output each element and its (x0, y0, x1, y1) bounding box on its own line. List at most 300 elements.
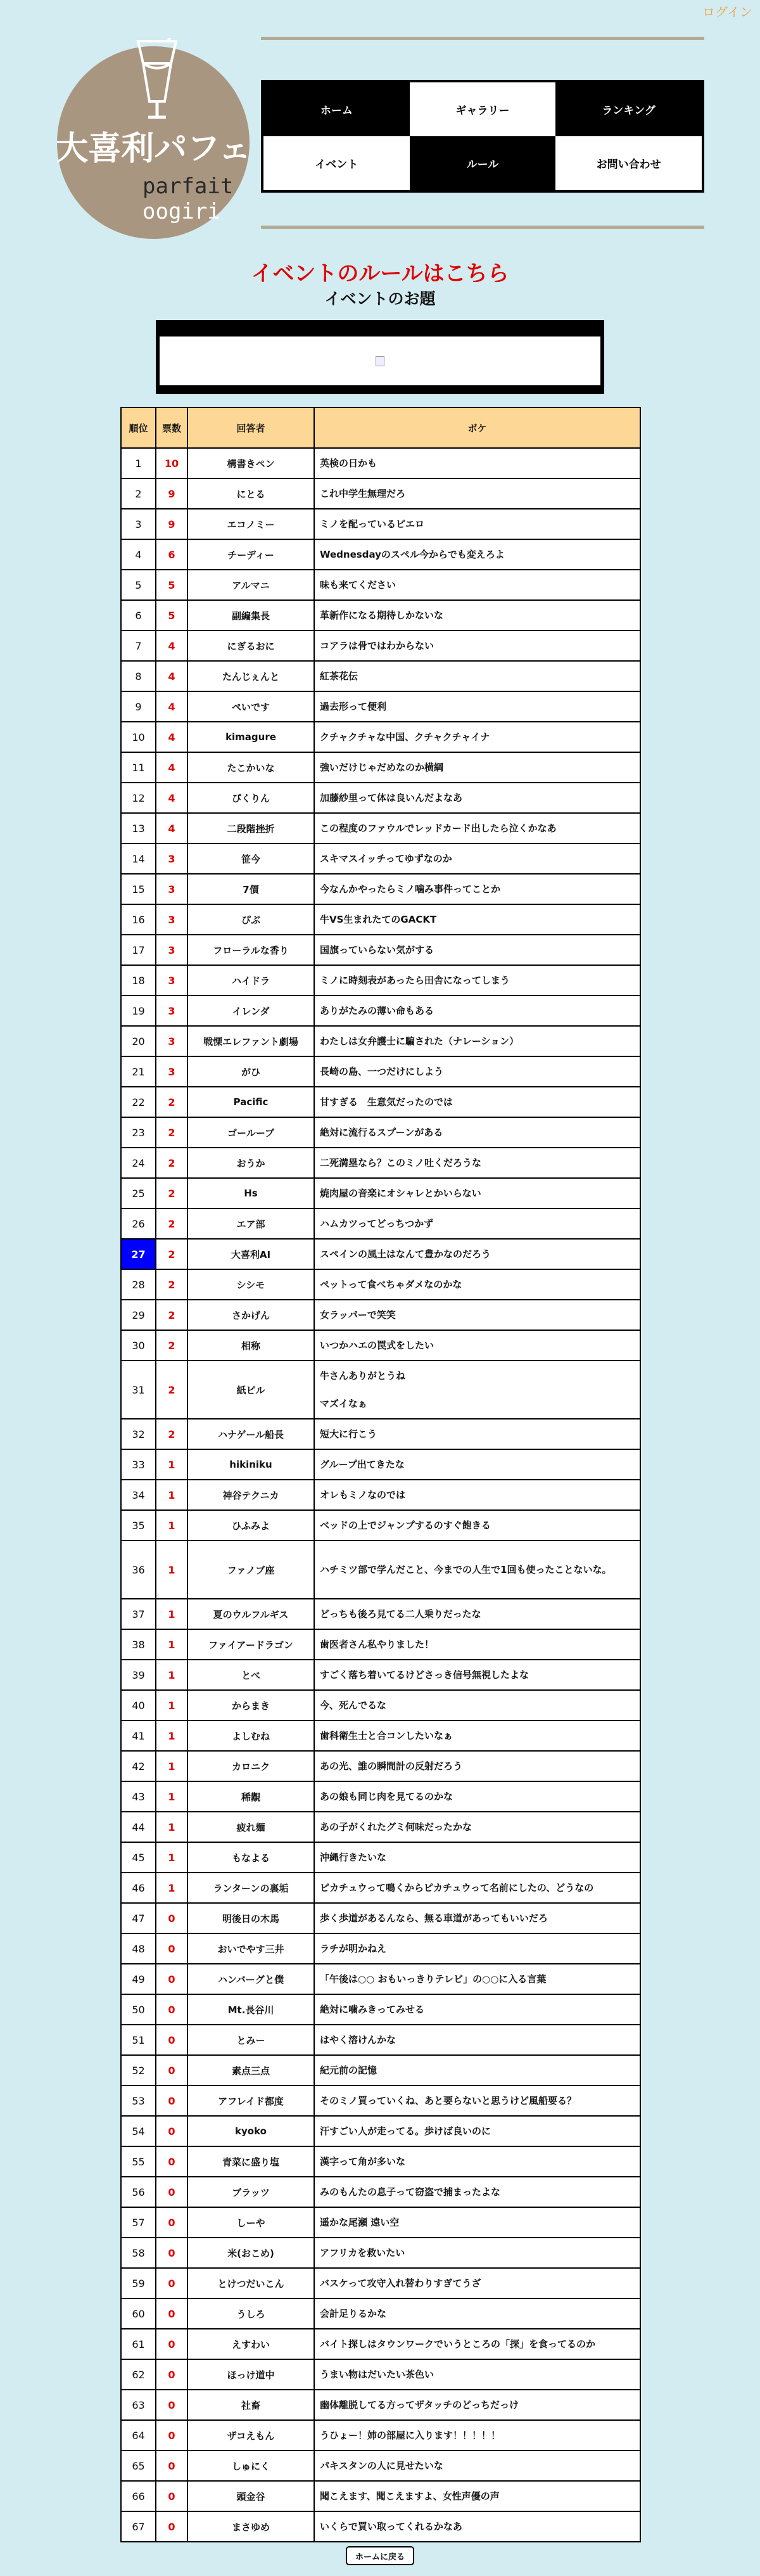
name-cell: 笹今 (187, 843, 314, 874)
boke-cell: 強いだけじゃだめなのか横綱 (314, 752, 640, 783)
table-row (121, 1690, 640, 1721)
rank-cell: 16 (121, 904, 156, 935)
rank-cell: 34 (121, 1480, 156, 1510)
rank-cell: 65 (121, 2451, 156, 2481)
name-cell: うしろ (187, 2298, 314, 2329)
rank-cell: 47 (121, 1903, 156, 1933)
table-row (121, 1781, 640, 1812)
rank-cell: 56 (121, 2177, 156, 2207)
boke-cell: ピカチュウって鳴くからピカチュウって名前にしたの、どうなの (314, 1873, 640, 1903)
table-row (121, 1629, 640, 1660)
table-row (121, 1239, 640, 1269)
votes-cell: 0 (156, 2207, 187, 2238)
table-row (121, 2086, 640, 2116)
boke-cell: ミノに時刻表があったら田舎になってしまう (314, 965, 640, 996)
boke-cell: 加藤紗里って体は良いんだよなあ (314, 783, 640, 813)
rank-cell: 17 (121, 935, 156, 965)
name-cell: 夏のウルフルギス (187, 1599, 314, 1629)
votes-cell: 0 (156, 2146, 187, 2177)
boke-cell: あの光、誰の瞬間計の反射だろう (314, 1751, 640, 1781)
votes-cell: 3 (156, 843, 187, 874)
table-row (121, 1026, 640, 1056)
boke-cell: ラチが明かねえ (314, 1933, 640, 1964)
boke-cell: 幽体離脱してる方ってザタッチのどっちだっけ (314, 2390, 640, 2420)
votes-cell: 2 (156, 1269, 187, 1300)
votes-cell: 1 (156, 1629, 187, 1660)
rank-cell: 40 (121, 1690, 156, 1721)
rank-cell: 41 (121, 1721, 156, 1751)
boke-cell: 紅茶花伝 (314, 661, 640, 691)
name-cell: ファノブ座 (187, 1541, 314, 1599)
table-row (121, 448, 640, 478)
boke-cell: 「午後は○○ おもいっきりテレビ」の○○に入る言葉 (314, 1964, 640, 1994)
table-row (121, 1300, 640, 1330)
table-row (121, 813, 640, 843)
votes-cell: 2 (156, 1117, 187, 1148)
rank-cell: 6 (121, 600, 156, 631)
boke-cell: 長崎の島、一つだけにしよう (314, 1056, 640, 1087)
name-cell: hikiniku (187, 1449, 314, 1480)
votes-cell: 1 (156, 1781, 187, 1812)
rank-cell: 55 (121, 2146, 156, 2177)
votes-cell: 1 (156, 1480, 187, 1510)
name-cell: ハイドラ (187, 965, 314, 996)
rank-cell: 37 (121, 1599, 156, 1629)
votes-cell: 0 (156, 1964, 187, 1994)
rank-cell: 48 (121, 1933, 156, 1964)
votes-cell: 3 (156, 1056, 187, 1087)
table-row (121, 2298, 640, 2329)
boke-cell: あの娘も同じ肉を見てるのかな (314, 1781, 640, 1812)
table-row (121, 1269, 640, 1300)
table-row (121, 2511, 640, 2542)
table-row (121, 2055, 640, 2086)
table-row (121, 1721, 640, 1751)
name-cell: しゅにく (187, 2451, 314, 2481)
table-row (121, 661, 640, 691)
table-row (121, 691, 640, 722)
table-row (121, 783, 640, 813)
table-row (121, 1148, 640, 1178)
name-cell: 7價 (187, 874, 314, 904)
table-row (121, 1541, 640, 1599)
boke-cell: Wednesdayのスペル今からでも変えろよ (314, 539, 640, 570)
rank-cell: 21 (121, 1056, 156, 1087)
header-boke: ボケ (314, 407, 640, 448)
boke-cell: 歯医者さん私やりました！ (314, 1629, 640, 1660)
table-row (121, 631, 640, 661)
rank-cell: 53 (121, 2086, 156, 2116)
name-cell: 米(おこめ) (187, 2238, 314, 2268)
table-row (121, 1178, 640, 1208)
votes-cell: 0 (156, 2238, 187, 2268)
votes-cell: 10 (156, 448, 187, 478)
table-row (121, 904, 640, 935)
name-cell: にぎるおに (187, 631, 314, 661)
rank-cell: 19 (121, 996, 156, 1026)
table-row (121, 1751, 640, 1781)
table-row (121, 478, 640, 509)
table-row (121, 1056, 640, 1087)
name-cell: アルマニ (187, 570, 314, 600)
boke-cell (314, 1361, 640, 1419)
logo-sub-text-1: parfait (142, 174, 234, 199)
nav-rules[interactable]: ルール (410, 136, 556, 190)
boke-cell: ありがたみの薄い命もある (314, 996, 640, 1026)
event-rules-link[interactable]: イベントのルールはこちら (251, 261, 509, 286)
boke-cell: スキマスイッチってゆずなのか (314, 843, 640, 874)
rank-cell: 29 (121, 1300, 156, 1330)
name-cell: Hs (187, 1178, 314, 1208)
rank-cell: 38 (121, 1629, 156, 1660)
name-cell: さかげん (187, 1300, 314, 1330)
rank-cell: 64 (121, 2420, 156, 2451)
name-cell: 相称 (187, 1330, 314, 1361)
name-cell: よしむね (187, 1721, 314, 1751)
boke-cell: 過去形って便利 (314, 691, 640, 722)
rank-cell: 57 (121, 2207, 156, 2238)
logo[interactable] (57, 38, 250, 241)
boke-cell: これ中学生無理だろ (314, 478, 640, 509)
votes-cell: 0 (156, 1994, 187, 2025)
table-row (121, 1208, 640, 1239)
boke-cell: 会計足りるかな (314, 2298, 640, 2329)
name-cell: ハンバーグと僕 (187, 1964, 314, 1994)
nav-contact[interactable]: お問い合わせ (555, 136, 702, 190)
table-row (121, 1873, 640, 1903)
boke-cell: はやく溶けんかな (314, 2025, 640, 2055)
name-cell: ブラッツ (187, 2177, 314, 2207)
boke-cell: パキスタンの人に見せたいな (314, 2451, 640, 2481)
boke-cell: 漢字って角が多いな (314, 2146, 640, 2177)
rank-cell: 36 (121, 1541, 156, 1599)
votes-cell: 3 (156, 904, 187, 935)
table-row (121, 600, 640, 631)
votes-cell: 9 (156, 478, 187, 509)
name-cell: 紙ピル (187, 1361, 314, 1419)
name-cell: 神谷テクニカ (187, 1480, 314, 1510)
boke-cell: コアラは骨ではわからない (314, 631, 640, 661)
rank-cell: 26 (121, 1208, 156, 1239)
votes-cell: 2 (156, 1419, 187, 1449)
votes-cell: 0 (156, 2086, 187, 2116)
name-cell: 大喜利AI (187, 1239, 314, 1269)
votes-cell: 1 (156, 1751, 187, 1781)
rank-cell: 1 (121, 448, 156, 478)
boke-cell: ベッドの上でジャンプするのすぐ飽きる (314, 1510, 640, 1541)
table-row (121, 1510, 640, 1541)
name-cell: 明後日の木馬 (187, 1903, 314, 1933)
name-cell: しーや (187, 2207, 314, 2238)
votes-cell: 2 (156, 1148, 187, 1178)
boke-cell: 英検の日かも (314, 448, 640, 478)
name-cell: ザコえもん (187, 2420, 314, 2451)
boke-cell: ハチミツ部で学んだこと、今までの人生で1回も使ったことないな。 (314, 1541, 640, 1599)
boke-cell: 牛VS生まれたてのGACKT (314, 904, 640, 935)
boke-cell: 紀元前の記憶 (314, 2055, 640, 2086)
table-row (121, 2025, 640, 2055)
name-cell: kyoko (187, 2116, 314, 2146)
rank-cell: 12 (121, 783, 156, 813)
votes-cell: 6 (156, 539, 187, 570)
rank-cell: 66 (121, 2481, 156, 2511)
votes-cell: 3 (156, 874, 187, 904)
table-row (121, 1842, 640, 1873)
table-row (121, 874, 640, 904)
table-row (121, 2116, 640, 2146)
nav-ranking[interactable]: ランキング (555, 82, 702, 136)
rank-cell: 46 (121, 1873, 156, 1903)
rank-cell: 8 (121, 661, 156, 691)
votes-cell: 0 (156, 2451, 187, 2481)
votes-cell: 0 (156, 1903, 187, 1933)
table-row (121, 2329, 640, 2359)
name-cell: 頭金谷 (187, 2481, 314, 2511)
boke-cell: みのもんたの息子って窃盗で捕まったよな (314, 2177, 640, 2207)
votes-cell: 2 (156, 1330, 187, 1361)
parfait-logo-icon (57, 38, 250, 241)
boke-cell: 沖縄行きたいな (314, 1842, 640, 1873)
nav-event[interactable]: イベント (263, 136, 410, 190)
name-cell: 構書きペン (187, 448, 314, 478)
name-cell: もなよる (187, 1842, 314, 1873)
main-nav (261, 80, 704, 193)
votes-cell: 0 (156, 2481, 187, 2511)
votes-cell: 0 (156, 2055, 187, 2086)
votes-cell: 1 (156, 1690, 187, 1721)
table-row (121, 2451, 640, 2481)
votes-cell: 1 (156, 1660, 187, 1690)
boke-cell: クチャクチャな中国、クチャクチャイナ (314, 722, 640, 752)
rank-cell: 44 (121, 1812, 156, 1842)
votes-cell: 0 (156, 2268, 187, 2298)
name-cell: アフレイド都度 (187, 2086, 314, 2116)
name-cell: おうか (187, 1148, 314, 1178)
rank-cell: 33 (121, 1449, 156, 1480)
rank-cell: 52 (121, 2055, 156, 2086)
boke-cell: 今なんかやったらミノ噛み事件ってことか (314, 874, 640, 904)
boke-cell: 絶対に流行るスプーンがある (314, 1117, 640, 1148)
rank-cell: 58 (121, 2238, 156, 2268)
table-row (121, 509, 640, 539)
votes-cell: 3 (156, 965, 187, 996)
table-row (121, 1660, 640, 1690)
table-row (121, 2390, 640, 2420)
name-cell: えすわい (187, 2329, 314, 2359)
name-cell: ゴールーブ (187, 1117, 314, 1148)
table-row (121, 1933, 640, 1964)
name-cell: ランターンの裏垢 (187, 1873, 314, 1903)
table-header-row (121, 407, 640, 448)
rank-cell: 61 (121, 2329, 156, 2359)
name-cell: イレンダ (187, 996, 314, 1026)
name-cell: とみー (187, 2025, 314, 2055)
boke-cell: そのミノ買っていくね、あと要らないと思うけど風船要る？ (314, 2086, 640, 2116)
name-cell: とけつだいこん (187, 2268, 314, 2298)
votes-cell: 5 (156, 570, 187, 600)
boke-cell: バスケって攻守入れ替わりすぎてうざ (314, 2268, 640, 2298)
ranking-table-wrapper (120, 407, 640, 2542)
table-row (121, 2359, 640, 2390)
table-row (121, 2238, 640, 2268)
votes-cell: 0 (156, 2511, 187, 2542)
table-row (121, 1964, 640, 1994)
boke-cell: 国旗っていらない気がする (314, 935, 640, 965)
table-row (121, 1994, 640, 2025)
table-row (121, 2207, 640, 2238)
table-row (121, 722, 640, 752)
rank-cell: 11 (121, 752, 156, 783)
rank-cell: 24 (121, 1148, 156, 1178)
rank-cell: 13 (121, 813, 156, 843)
rank-cell: 3 (121, 509, 156, 539)
votes-cell: 1 (156, 1842, 187, 1873)
votes-cell: 4 (156, 722, 187, 752)
name-cell: 二段階挫折 (187, 813, 314, 843)
name-cell: ぴぶ (187, 904, 314, 935)
boke-cell: どっちも後ろ見てる二人乗りだったな (314, 1599, 640, 1629)
name-cell: とべ (187, 1660, 314, 1690)
votes-cell: 0 (156, 2177, 187, 2207)
votes-cell: 9 (156, 509, 187, 539)
name-cell: ほっけ道中 (187, 2359, 314, 2390)
rank-cell: 10 (121, 722, 156, 752)
rank-cell: 59 (121, 2268, 156, 2298)
table-row (121, 2268, 640, 2298)
boke-cell: バイト探しはタウンワークでいうところの「探」を食ってるのか (314, 2329, 640, 2359)
name-cell: ぴくりん (187, 783, 314, 813)
boke-cell: 短大に行こう (314, 1419, 640, 1449)
name-cell: エア部 (187, 1208, 314, 1239)
name-cell: たんじぇんと (187, 661, 314, 691)
votes-cell: 3 (156, 935, 187, 965)
rank-cell: 18 (121, 965, 156, 996)
name-cell: 稀覯 (187, 1781, 314, 1812)
votes-cell: 2 (156, 1178, 187, 1208)
votes-cell: 1 (156, 1541, 187, 1599)
broken-image-icon (376, 356, 384, 366)
event-odai-title: イベントのお題 (324, 290, 436, 308)
boke-cell: いつかハエの罠式をしたい (314, 1330, 640, 1361)
name-cell: 青菜に盛り塩 (187, 2146, 314, 2177)
boke-cell: スペインの風土はなんて豊かなのだろう (314, 1239, 640, 1269)
nav-home[interactable]: ホーム (263, 82, 410, 136)
boke-cell: グループ出てきたな (314, 1449, 640, 1480)
rank-cell: 39 (121, 1660, 156, 1690)
votes-cell: 4 (156, 783, 187, 813)
votes-cell: 0 (156, 1933, 187, 1964)
header-rank: 順位 (121, 407, 156, 448)
rank-cell: 20 (121, 1026, 156, 1056)
name-cell: まさゆめ (187, 2511, 314, 2542)
boke-cell: 今、死んでるな (314, 1690, 640, 1721)
boke-cell: うまい物はだいたい茶色い (314, 2359, 640, 2390)
name-cell: たこかいな (187, 752, 314, 783)
odai-image-frame (156, 320, 604, 394)
boke-cell: 甘すぎる 生意気だったのでは (314, 1087, 640, 1117)
name-cell: kimagure (187, 722, 314, 752)
table-row (121, 2146, 640, 2177)
rank-cell: 28 (121, 1269, 156, 1300)
rank-cell: 45 (121, 1842, 156, 1873)
boke-cell: 汗すごい人が走ってる。歩けば良いのに (314, 2116, 640, 2146)
votes-cell: 4 (156, 661, 187, 691)
rank-cell: 62 (121, 2359, 156, 2390)
boke-cell: ミノを配っているピエロ (314, 509, 640, 539)
table-row (121, 1361, 640, 1419)
rank-cell: 27 (121, 1239, 156, 1269)
votes-cell: 3 (156, 996, 187, 1026)
name-cell: がひ (187, 1056, 314, 1087)
name-cell: シシモ (187, 1269, 314, 1300)
rank-cell: 14 (121, 843, 156, 874)
nav-gallery[interactable]: ギャラリー (410, 82, 556, 136)
name-cell: チーディー (187, 539, 314, 570)
name-cell: ひふみよ (187, 1510, 314, 1541)
name-cell: 素点三点 (187, 2055, 314, 2086)
home-button[interactable]: ホームに戻る (346, 2546, 414, 2565)
boke-cell: わたしは女弁護士に騙された（ナレーション） (314, 1026, 640, 1056)
name-cell: おいでやす三井 (187, 1933, 314, 1964)
boke-line: 牛さんありがとうね (320, 1370, 406, 1381)
name-cell: ぺいです (187, 691, 314, 722)
votes-cell: 0 (156, 2329, 187, 2359)
login-link[interactable]: ログイン (702, 4, 752, 20)
table-row (121, 539, 640, 570)
logo-main-text: 大喜利パフェ (57, 130, 250, 168)
rank-cell: 50 (121, 1994, 156, 2025)
votes-cell: 2 (156, 1087, 187, 1117)
table-row (121, 2177, 640, 2207)
boke-cell: 遥かな尾瀬 遠い空 (314, 2207, 640, 2238)
table-row (121, 1480, 640, 1510)
name-cell: 戦慄エレファント劇場 (187, 1026, 314, 1056)
votes-cell: 2 (156, 1208, 187, 1239)
votes-cell: 1 (156, 1721, 187, 1751)
table-row (121, 1419, 640, 1449)
name-cell: Pacific (187, 1087, 314, 1117)
header-divider-bottom (261, 226, 704, 229)
votes-cell: 3 (156, 1026, 187, 1056)
table-row (121, 965, 640, 996)
table-row (121, 2420, 640, 2451)
name-cell: 疲れ麺 (187, 1812, 314, 1842)
boke-cell: オレもミノなのでは (314, 1480, 640, 1510)
rank-cell: 15 (121, 874, 156, 904)
votes-cell: 2 (156, 1300, 187, 1330)
rank-cell: 23 (121, 1117, 156, 1148)
votes-cell: 5 (156, 600, 187, 631)
rank-cell: 4 (121, 539, 156, 570)
table-row (121, 752, 640, 783)
rank-cell: 9 (121, 691, 156, 722)
table-row (121, 1903, 640, 1933)
votes-cell: 2 (156, 1239, 187, 1269)
rank-cell: 67 (121, 2511, 156, 2542)
table-row (121, 935, 640, 965)
votes-cell: 0 (156, 2025, 187, 2055)
boke-cell: 革新作になる期待しかないな (314, 600, 640, 631)
boke-cell: 女ラッパーで笑笑 (314, 1300, 640, 1330)
boke-cell: 歯科衛生士と合コンしたいなぁ (314, 1721, 640, 1751)
logo-sub-text-2: oogiri (142, 199, 220, 224)
table-row (121, 996, 640, 1026)
name-cell: ファイアードラゴン (187, 1629, 314, 1660)
rank-cell: 30 (121, 1330, 156, 1361)
rank-cell: 22 (121, 1087, 156, 1117)
table-row (121, 843, 640, 874)
boke-cell: この程度のファウルでレッドカード出したら泣くかなあ (314, 813, 640, 843)
